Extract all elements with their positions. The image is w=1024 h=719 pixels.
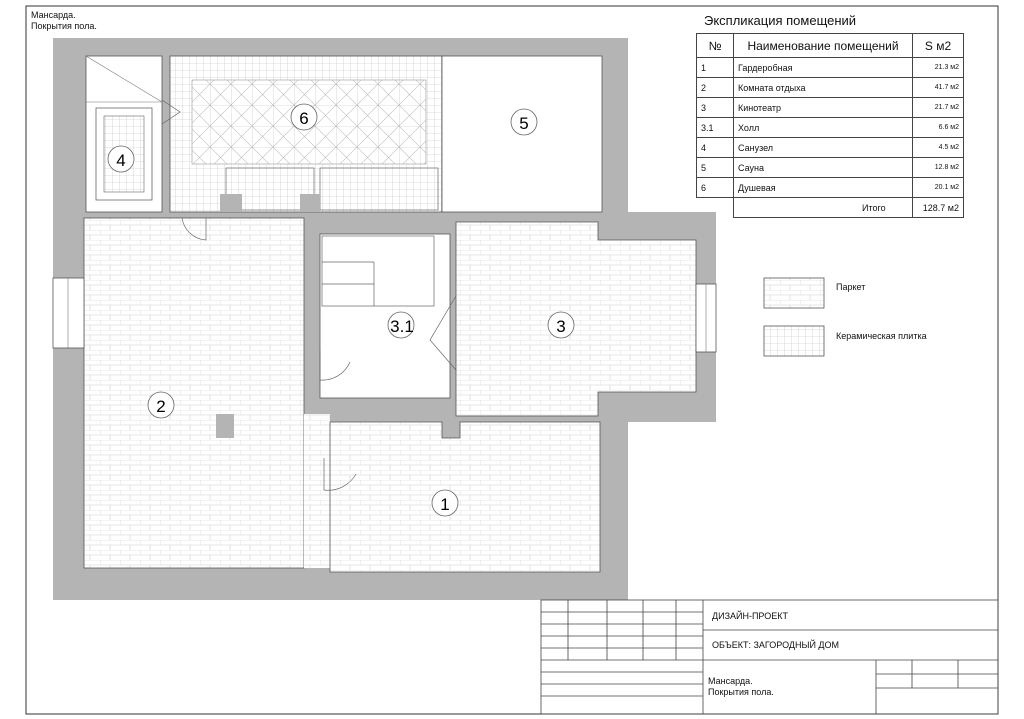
total-label: Итого	[734, 198, 913, 218]
room-3-cinema	[456, 222, 696, 416]
column-header-number: №	[697, 34, 734, 58]
room-number-3-1: 3.1	[390, 317, 414, 336]
bench-right	[320, 168, 438, 210]
legend-swatch-tile	[764, 326, 824, 356]
header-line-2: Покрытия пола.	[31, 21, 97, 31]
legend-swatch-parquet	[764, 278, 824, 308]
room-2-lounge	[84, 218, 304, 568]
explication-title: Экспликация помещений	[704, 13, 857, 28]
row-number: 3	[697, 98, 734, 118]
row-number: 3.1	[697, 118, 734, 138]
row-name: Комната отдыха	[734, 78, 913, 98]
row-number: 5	[697, 158, 734, 178]
stamp-sheet-note	[708, 676, 774, 698]
room-1-wardrobe	[330, 422, 600, 572]
table-row	[697, 58, 964, 78]
table-row	[697, 118, 964, 138]
row-name: Гардеробная	[734, 58, 913, 78]
header-line-1: Мансарда.	[31, 10, 76, 20]
explication-header-row	[697, 34, 964, 58]
column-header-area: S м2	[913, 34, 964, 58]
stamp-object: ОБЪЕКТ: ЗАГОРОДНЫЙ ДОМ	[712, 640, 840, 650]
stamp-note-line-1: Мансарда.	[708, 676, 753, 686]
table-row	[697, 158, 964, 178]
sheet-header	[31, 10, 97, 32]
legend-label-parquet: Паркет	[836, 282, 866, 292]
table-row	[697, 78, 964, 98]
table-row	[697, 98, 964, 118]
stamp-note-line-2: Покрытия пола.	[708, 687, 774, 697]
column	[216, 414, 234, 438]
row-number: 2	[697, 78, 734, 98]
row-name: Холл	[734, 118, 913, 138]
row-number: 1	[697, 58, 734, 78]
row-area: 21.3 м2	[913, 58, 964, 78]
window-west	[53, 278, 84, 348]
stamp-project-type: ДИЗАЙН-ПРОЕКТ	[712, 611, 788, 621]
room-number-3: 3	[556, 317, 566, 336]
column-header-name: Наименование помещений	[734, 34, 913, 58]
row-number: 4	[697, 138, 734, 158]
row-name: Санузел	[734, 138, 913, 158]
row-area: 41.7 м2	[913, 78, 964, 98]
legend-label-tile: Керамическая плитка	[836, 331, 927, 341]
row-area: 12.8 м2	[913, 158, 964, 178]
room-number-1: 1	[440, 495, 450, 514]
row-name: Душевая	[734, 178, 913, 198]
row-area: 21.7 м2	[913, 98, 964, 118]
room-number-4: 4	[116, 151, 126, 170]
explication-table	[696, 33, 964, 218]
total-row	[697, 198, 964, 218]
total-value: 128.7 м2	[913, 198, 964, 218]
staircase	[322, 236, 434, 306]
row-area: 4.5 м2	[913, 138, 964, 158]
row-area: 6.6 м2	[913, 118, 964, 138]
room-number-6: 6	[299, 109, 309, 128]
row-name: Кинотеатр	[734, 98, 913, 118]
table-row	[697, 178, 964, 198]
room-number-5: 5	[519, 114, 529, 133]
row-name: Сауна	[734, 158, 913, 178]
row-number: 6	[697, 178, 734, 198]
row-area: 20.1 м2	[913, 178, 964, 198]
table-row	[697, 138, 964, 158]
total-spacer	[697, 198, 734, 218]
room-number-2: 2	[156, 397, 166, 416]
